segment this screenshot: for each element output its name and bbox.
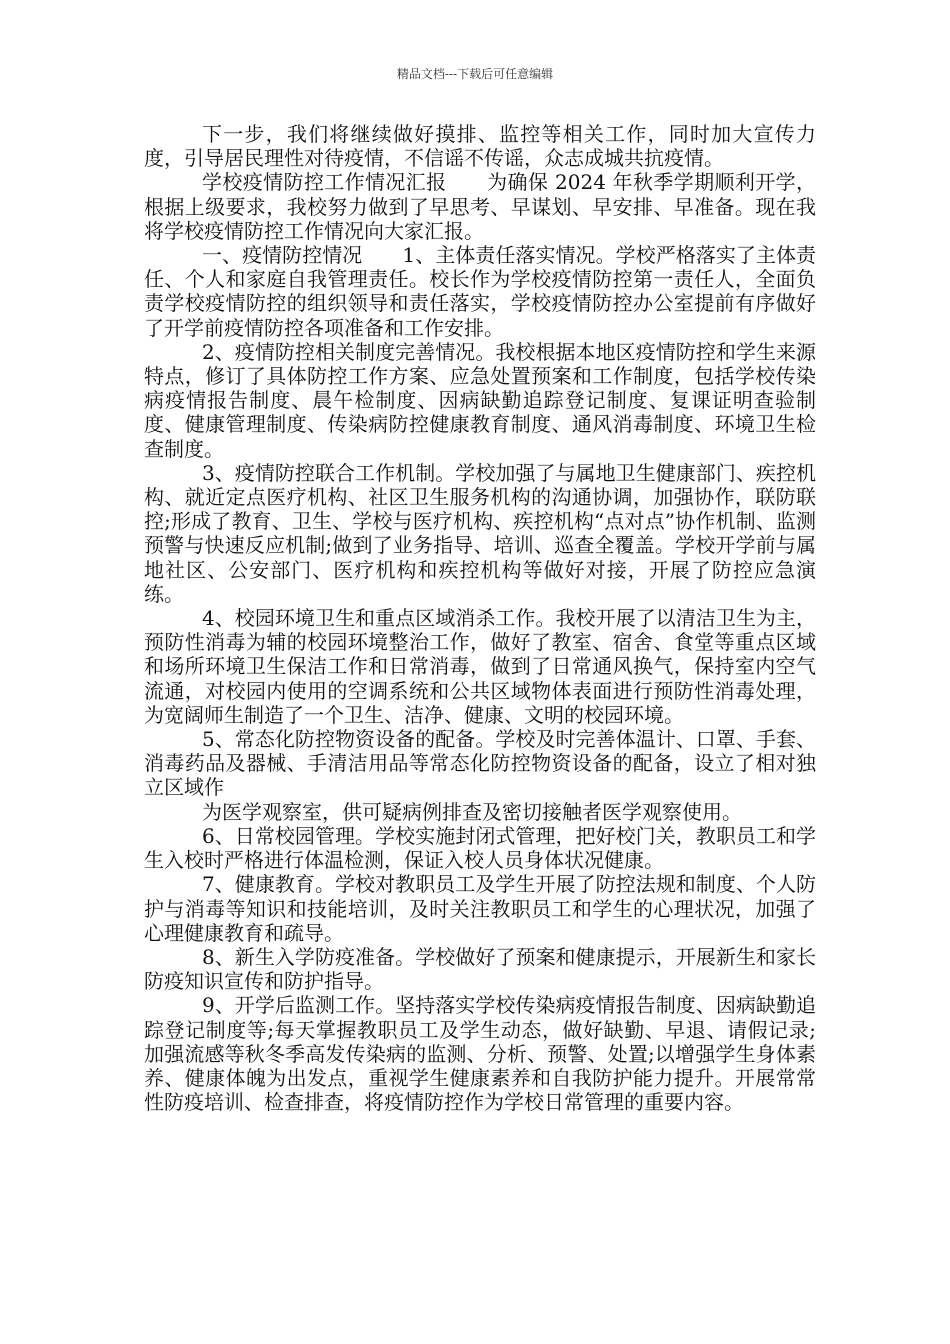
paragraph-item-9: 9、开学后监测工作。坚持落实学校传染病疫情报告制度、因病缺勤追踪登记制度等;每天掌握教职员工及学生动态，做好缺勤、早退、请假记录;加强流感等秋冬季高发传染病的监测、分析、预警、处置;以增强学生身体素养、健康体魄为出发点，重视学生健康素养和自我防护能力提升。开展常常性防疫培训、检查排查，将疫情防控作为学校日常管理的重要内容。 bbox=[144, 993, 816, 1115]
document-body bbox=[144, 122, 816, 1114]
paragraph-item-6: 6、日常校园管理。学校实施封闭式管理，把好校门关，教职员工和学生入校时严格进行体温检测，保证入校人员身体状况健康。 bbox=[144, 823, 816, 873]
page-header: 精品文档---下载后可任意编辑 bbox=[396, 67, 554, 81]
paragraph-item-3: 3、疫情防控联合工作机制。学校加强了与属地卫生健康部门、疾控机构、就近定点医疗机构、社区卫生服务机构的沟通协调，加强协作，联防联控;形成了教育、卫生、学校与医疗机构、疾控机构“点对点”协作机制、监测预警与快速反应机制;做到了业务指导、培训、巡查全覆盖。学校开学前与属地社区、公安部门、医疗机构和疾控机构等做好对接，开展了防控应急演练。 bbox=[144, 460, 816, 606]
paragraph-item-5: 5、常态化防控物资设备的配备。学校及时完善体温计、口罩、手套、消毒药品及器械、手清洁用品等常态化防控物资设备的配备，设立了相对独立区域作 bbox=[144, 727, 816, 800]
paragraph-next-steps: 下一步，我们将继续做好摸排、监控等相关工作，同时加大宣传力度，引导居民理性对待疫情，不信谣不传谣，众志成城共抗疫情。 bbox=[144, 122, 816, 171]
paragraph-item-5-continued: 为医学观察室，供可疑病例排查及密切接触者医学观察使用。 bbox=[202, 799, 742, 824]
paragraph-report-intro: 学校疫情防控工作情况汇报 为确保 2024 年秋季学期顺利开学，根据上级要求，我校努力做到了早思考、早谋划、早安排、早准备。现在我将学校疫情防控工作情况向大家汇报。 bbox=[144, 170, 816, 243]
paragraph-section-1: 一、疫情防控情况 1、主体责任落实情况。学校严格落实了主体责任、个人和家庭自我管理责任。校长作为学校疫情防控第一责任人，全面负责学校疫情防控的组织领导和责任落实，学校疫情防控办公室提前有序做好了开学前疫情防控各项准备和工作安排。 bbox=[144, 243, 816, 340]
paragraph-item-7: 7、健康教育。学校对教职员工及学生开展了防控法规和制度、个人防护与消毒等知识和技能培训，及时关注教职员工和学生的心理状况，加强了心理健康教育和疏导。 bbox=[144, 872, 816, 945]
paragraph-item-8: 8、新生入学防疫准备。学校做好了预案和健康提示，开展新生和家长防疫知识宣传和防护指导。 bbox=[144, 944, 816, 994]
paragraph-item-4: 4、校园环境卫生和重点区域消杀工作。我校开展了以清洁卫生为主，预防性消毒为辅的校园环境整治工作，做好了教室、宿舍、食堂等重点区域和场所环境卫生保洁工作和日常消毒，做到了日常通风换气，保持室内空气流通，对校园内使用的空调系统和公共区域物体表面进行预防性消毒处理，为宽阔师生制造了一个卫生、洁净、健康、文明的校园环境。 bbox=[144, 606, 816, 727]
paragraph-item-2: 2、疫情防控相关制度完善情况。我校根据本地区疫情防控和学生来源特点，修订了具体防控工作方案、应急处置预案和工作制度，包括学校传染病疫情报告制度、晨午检制度、因病缺勤追踪登记制度、复课证明查验制度、健康管理制度、传染病防控健康教育制度、通风消毒制度、环境卫生检查制度。 bbox=[144, 339, 816, 461]
